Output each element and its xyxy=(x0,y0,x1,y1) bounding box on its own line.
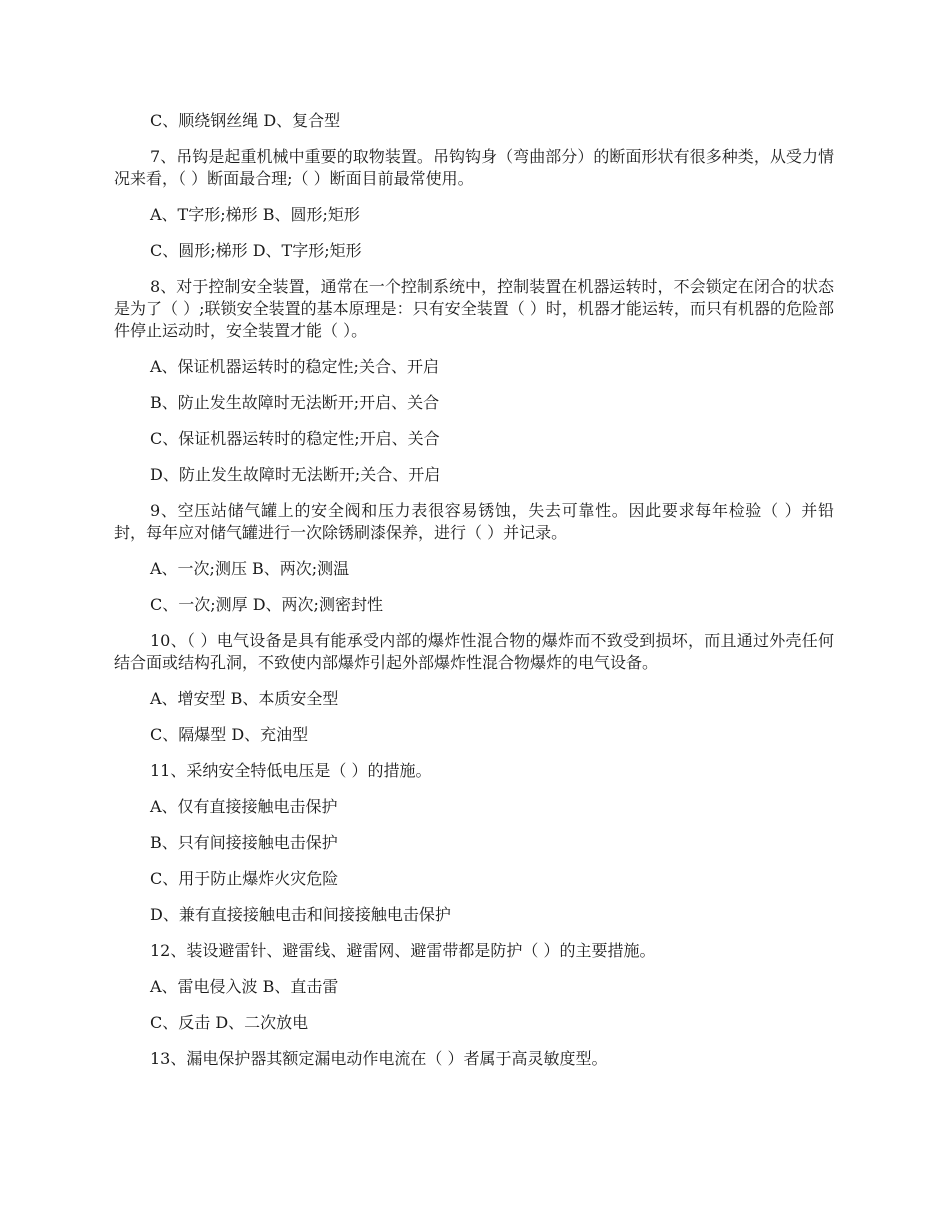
option-line: A、保证机器运转时的稳定性;关合、开启 xyxy=(150,357,439,376)
question-11: 11、采纳安全特低电压是（ ）的措施。 xyxy=(150,761,432,780)
option-line: B、只有间接接触电击保护 xyxy=(150,833,338,852)
question-12: 12、装设避雷针、避雷线、避雷网、避雷带都是防护（ ）的主要措施。 xyxy=(150,941,656,960)
option-line: C、反击 D、二次放电 xyxy=(150,1013,309,1032)
option-line: B、防止发生故障时无法断开;开启、关合 xyxy=(150,393,440,412)
option-line: D、兼有直接接触电击和间接接触电击保护 xyxy=(150,905,451,924)
option-line: C、顺绕钢丝绳 D、复合型 xyxy=(150,111,341,130)
option-line: C、用于防止爆炸火灾危险 xyxy=(150,869,339,888)
question-8: 8、对于控制安全装置，通常在一个控制系统中，控制装置在机器运转时，不会锁定在闭合的状态是为了（ ）;联锁安全装置的基本原理是：只有安全装置（ ）时，机器才能运转，而只有机器的危险部件停止运动时，安全装置才能（ ）。 xyxy=(114,277,834,340)
document-page xyxy=(114,110,834,1084)
option-line: C、圆形;梯形 D、T字形;矩形 xyxy=(150,241,362,260)
question-13: 13、漏电保护器其额定漏电动作电流在（ ）者属于高灵敏度型。 xyxy=(150,1049,608,1068)
question-7: 7、吊钩是起重机械中重要的取物装置。吊钩钩身（弯曲部分）的断面形状有很多种类，从受力情况来看，（ ）断面最合理;（ ）断面目前最常使用。 xyxy=(114,147,834,188)
option-line: A、一次;测压 B、两次;测温 xyxy=(150,559,350,578)
option-line: C、隔爆型 D、充油型 xyxy=(150,725,309,744)
option-line: A、仅有直接接触电击保护 xyxy=(150,797,338,816)
option-line: C、保证机器运转时的稳定性;开启、关合 xyxy=(150,429,440,448)
option-line: C、一次;测厚 D、两次;测密封性 xyxy=(150,595,383,614)
question-10: 10、（ ）电气设备是具有能承受内部的爆炸性混合物的爆炸而不致受到损坏，而且通过外壳任何结合面或结构孔洞，不致使内部爆炸引起外部爆炸性混合物爆炸的电气设备。 xyxy=(114,631,834,672)
option-line: A、增安型 B、本质安全型 xyxy=(150,689,339,708)
question-9: 9、空压站储气罐上的安全阀和压力表很容易锈蚀，失去可靠性。因此要求每年检验（ ）并铅封，每年应对储气罐进行一次除锈刷漆保养，进行（ ）并记录。 xyxy=(114,501,834,542)
option-line: A、T字形;梯形 B、圆形;矩形 xyxy=(150,205,360,224)
option-line: D、防止发生故障时无法断开;关合、开启 xyxy=(150,465,441,484)
option-line: A、雷电侵入波 B、直击雷 xyxy=(150,977,339,996)
